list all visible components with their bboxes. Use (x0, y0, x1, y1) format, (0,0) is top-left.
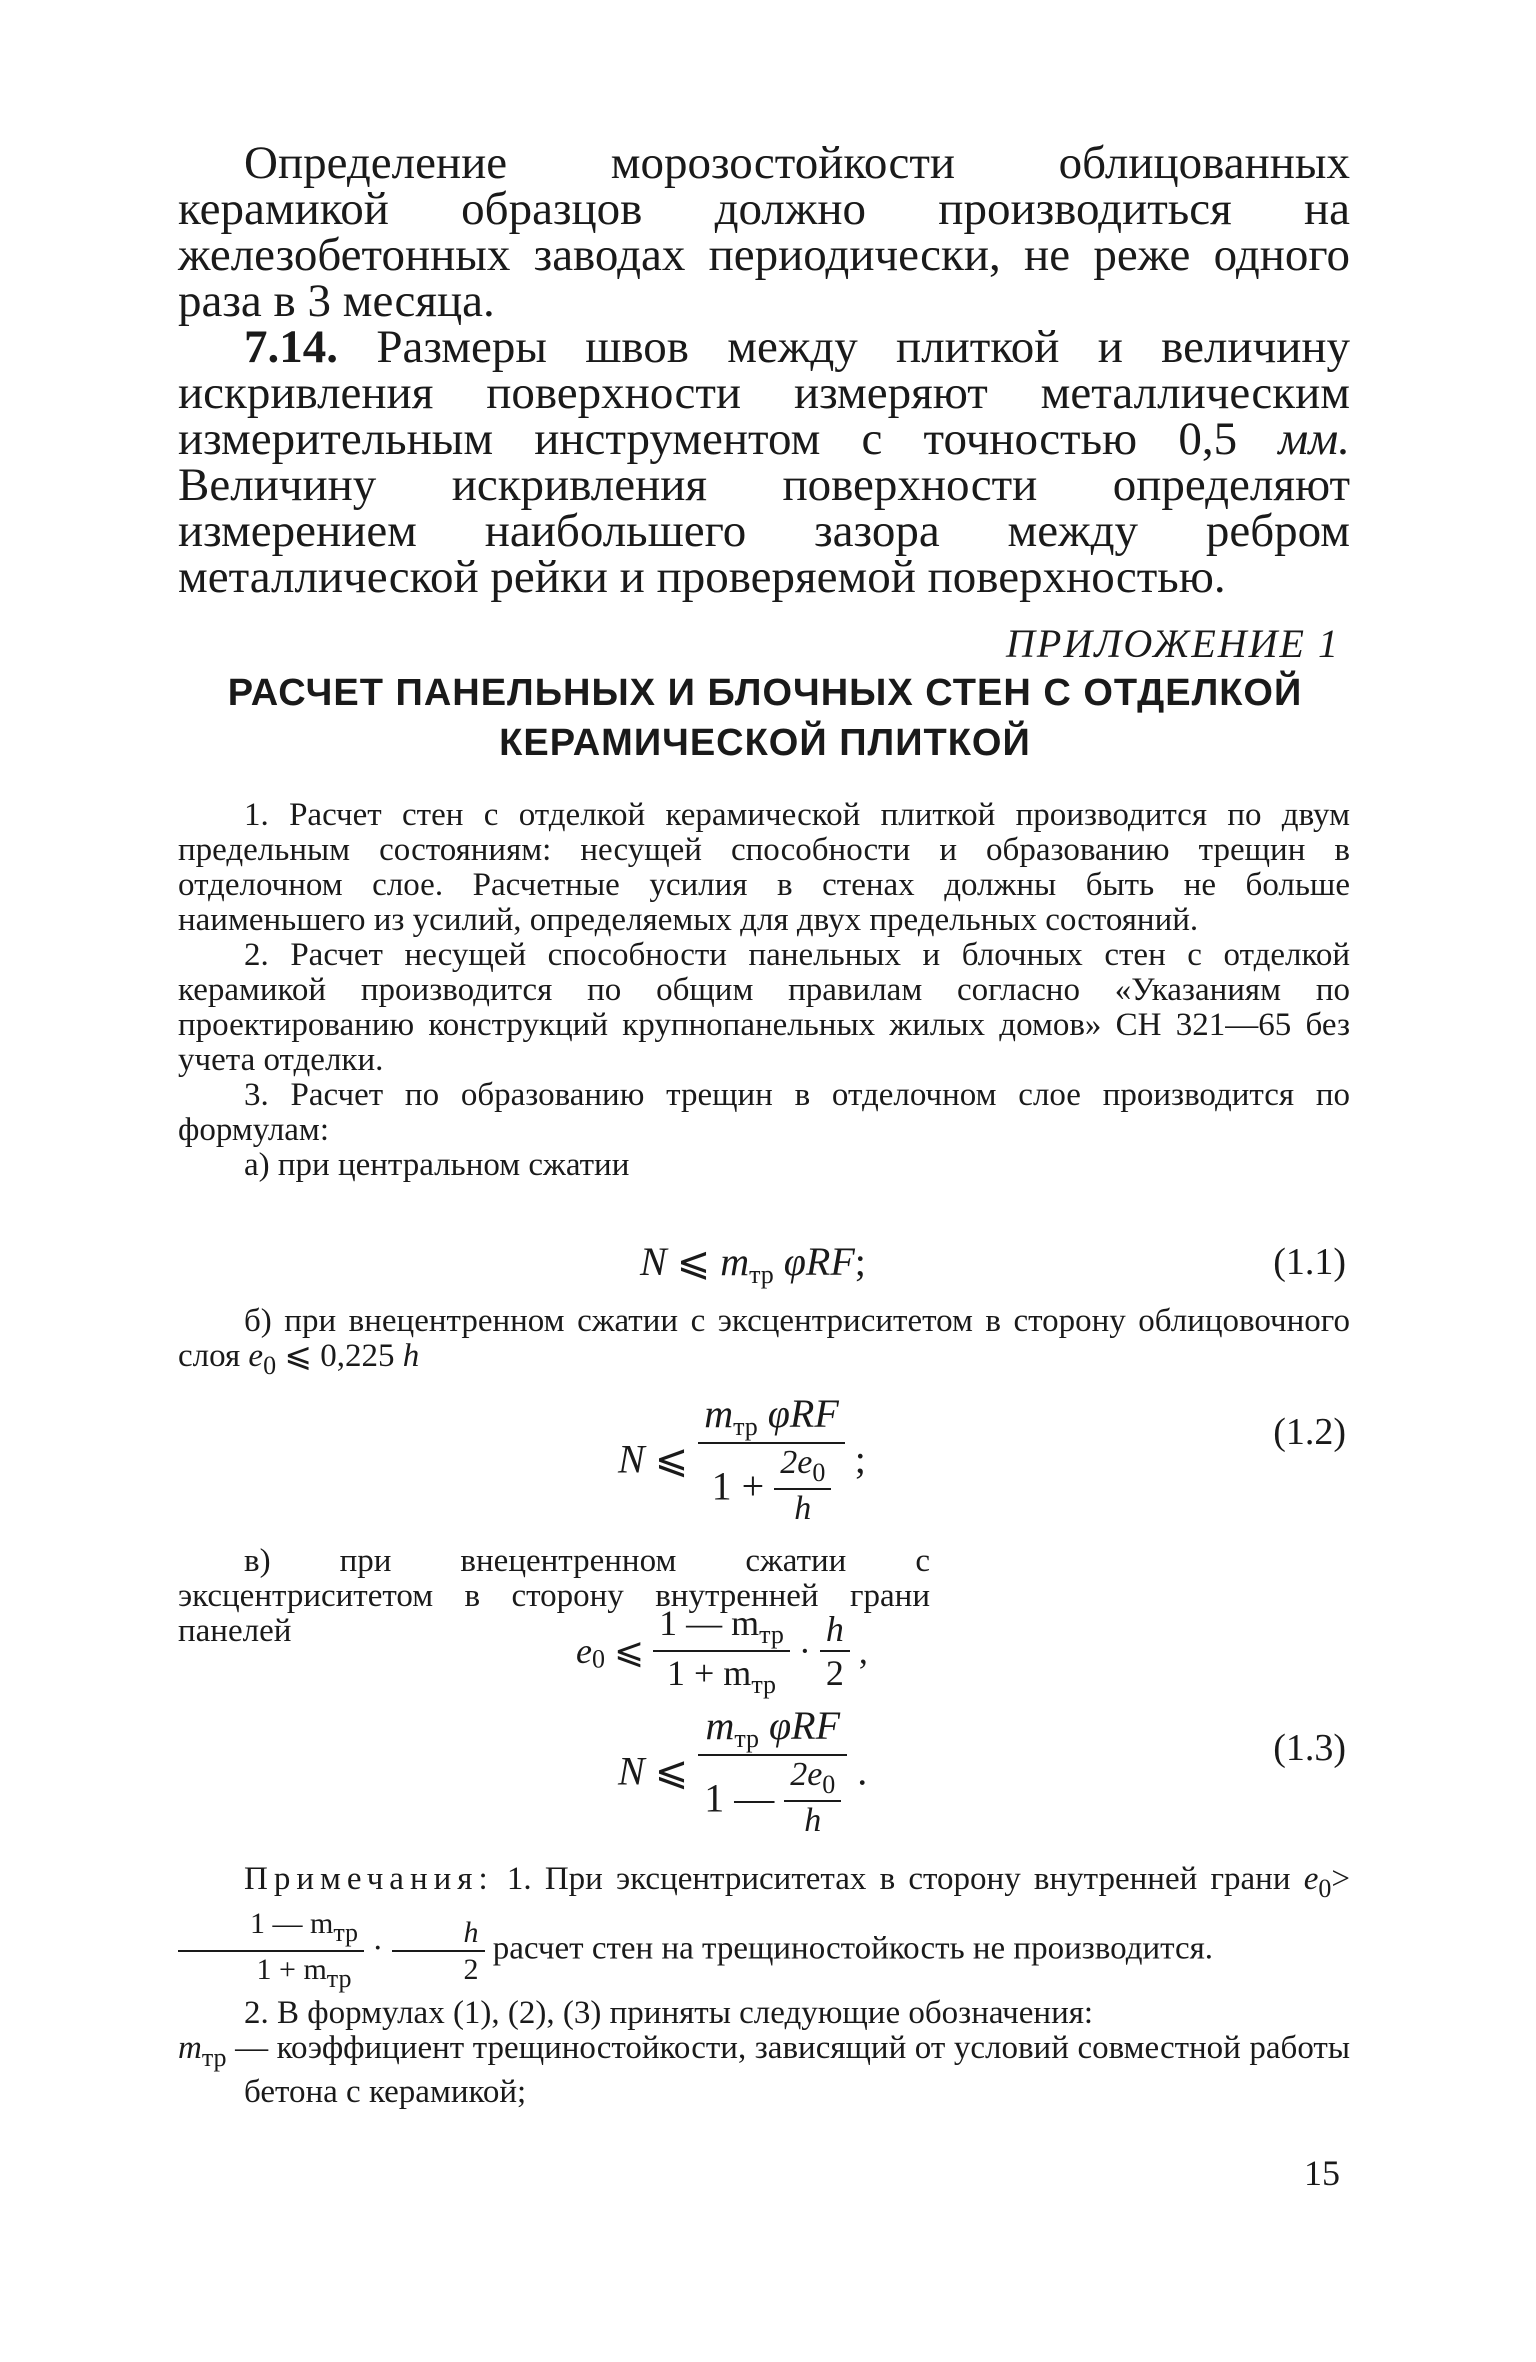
clause-text-tail: Величину искривления поверхности определяют измерением наибольшего зазора между ребром металлической рейки и проверяемой поверхностью. (178, 459, 1350, 603)
items-block (178, 798, 1350, 1183)
item-1: 1. Расчет стен с отделкой керамической плиткой производится по двум предельным состояниям: несущей способности и образованию трещин в отделочном слое. Расчетные усилия в стенах должны быть не больше наименьшего из усилий, определяемых для двух предельных состояний. (178, 797, 1350, 938)
formula-1-2: N ⩽ $m_{тр}$ φRF 1 + $\frac{2e_0}{h}$ ; (618, 1391, 866, 1527)
intro-text (178, 137, 1351, 603)
note-1: Примечания: 1. При эксцентриситетах в сторону внутренней грани $e_0>$ $\frac{\text{1 — mтр}}{\text{1 + mтр}}$ · $\frac{h}{2}$ расчет стен на трещиностойкость не производится. (178, 1862, 1350, 1996)
intro-paragraph-2 (178, 321, 1351, 603)
item-2: 2. Расчет несущей способности панельных и блочных стен с отделкой керамикой производится по общим правилам согласно «Указаниям по проектированию конструкций крупнопанельных жилых домов» СН 321—65 без учета отделки. (178, 937, 1350, 1078)
intro-paragraph-1: Определение морозостойкости облицованных керамикой образцов должно производиться на железобетонных заводах периодически, не реже одного раза в 3 месяца. (178, 137, 1350, 327)
appendix-label: ПРИЛОЖЕНИЕ 1 (1006, 621, 1340, 666)
unit-text: мм. (1278, 413, 1351, 465)
equation-number-1-1: (1.1) (1273, 1241, 1346, 1283)
equation-number-1-2: (1.2) (1273, 1411, 1346, 1453)
note-3: $m_{тр}$ — коэффициент трещиностойкости, зависящий от условий совместной работы бетона с керамикой; (178, 2030, 1350, 2110)
page-number: 15 (1304, 2153, 1340, 2193)
title-line-2: КЕРАМИЧЕСКОЙ ПЛИТКОЙ (499, 722, 1031, 764)
title-line-1: РАСЧЕТ ПАНЕЛЬНЫХ И БЛОЧНЫХ СТЕН С ОТДЕЛКОЙ (227, 672, 1303, 714)
notes-block (178, 1862, 1350, 2110)
formula-1-3-condition: $e_0$ ⩽ $\frac{1 — m_{тр}}{1 + m_{тр}}$ · $\frac{h}{2}$ , (576, 1603, 868, 1699)
section-title (180, 668, 1350, 768)
clause-number: 7.14. (244, 321, 338, 373)
note-2: 2. В формулах (1), (2), (3) приняты следующие обозначения: (244, 1995, 1094, 2031)
formula-1-3: N ⩽ $m_{тр}$ φRF 1 — $\frac{2e_0}{h}$ . (618, 1703, 868, 1839)
item-v: в) при внецентренном сжатии с эксцентриситетом в сторону внутренней грани панелей (178, 1543, 930, 1649)
clause-text: Размеры швов между плиткой и величину искривления поверхности измеряют металлическим измерительным инструментом с точностью 0,5 (178, 321, 1351, 465)
item-b-block (178, 1304, 1350, 1383)
item-b: б) при внецентренном сжатии с эксцентриситетом в сторону облицовочного слоя $e_0$ ⩽ 0,225 h (178, 1303, 1350, 1380)
formula-1-1: N ⩽ $m_{тр}$ φRF; (640, 1239, 866, 1289)
item-a: а) при центральном сжатии (244, 1147, 630, 1183)
item-3: 3. Расчет по образованию трещин в отделочном слое производится по формулам: (178, 1077, 1350, 1148)
equation-number-1-3: (1.3) (1273, 1727, 1346, 1769)
